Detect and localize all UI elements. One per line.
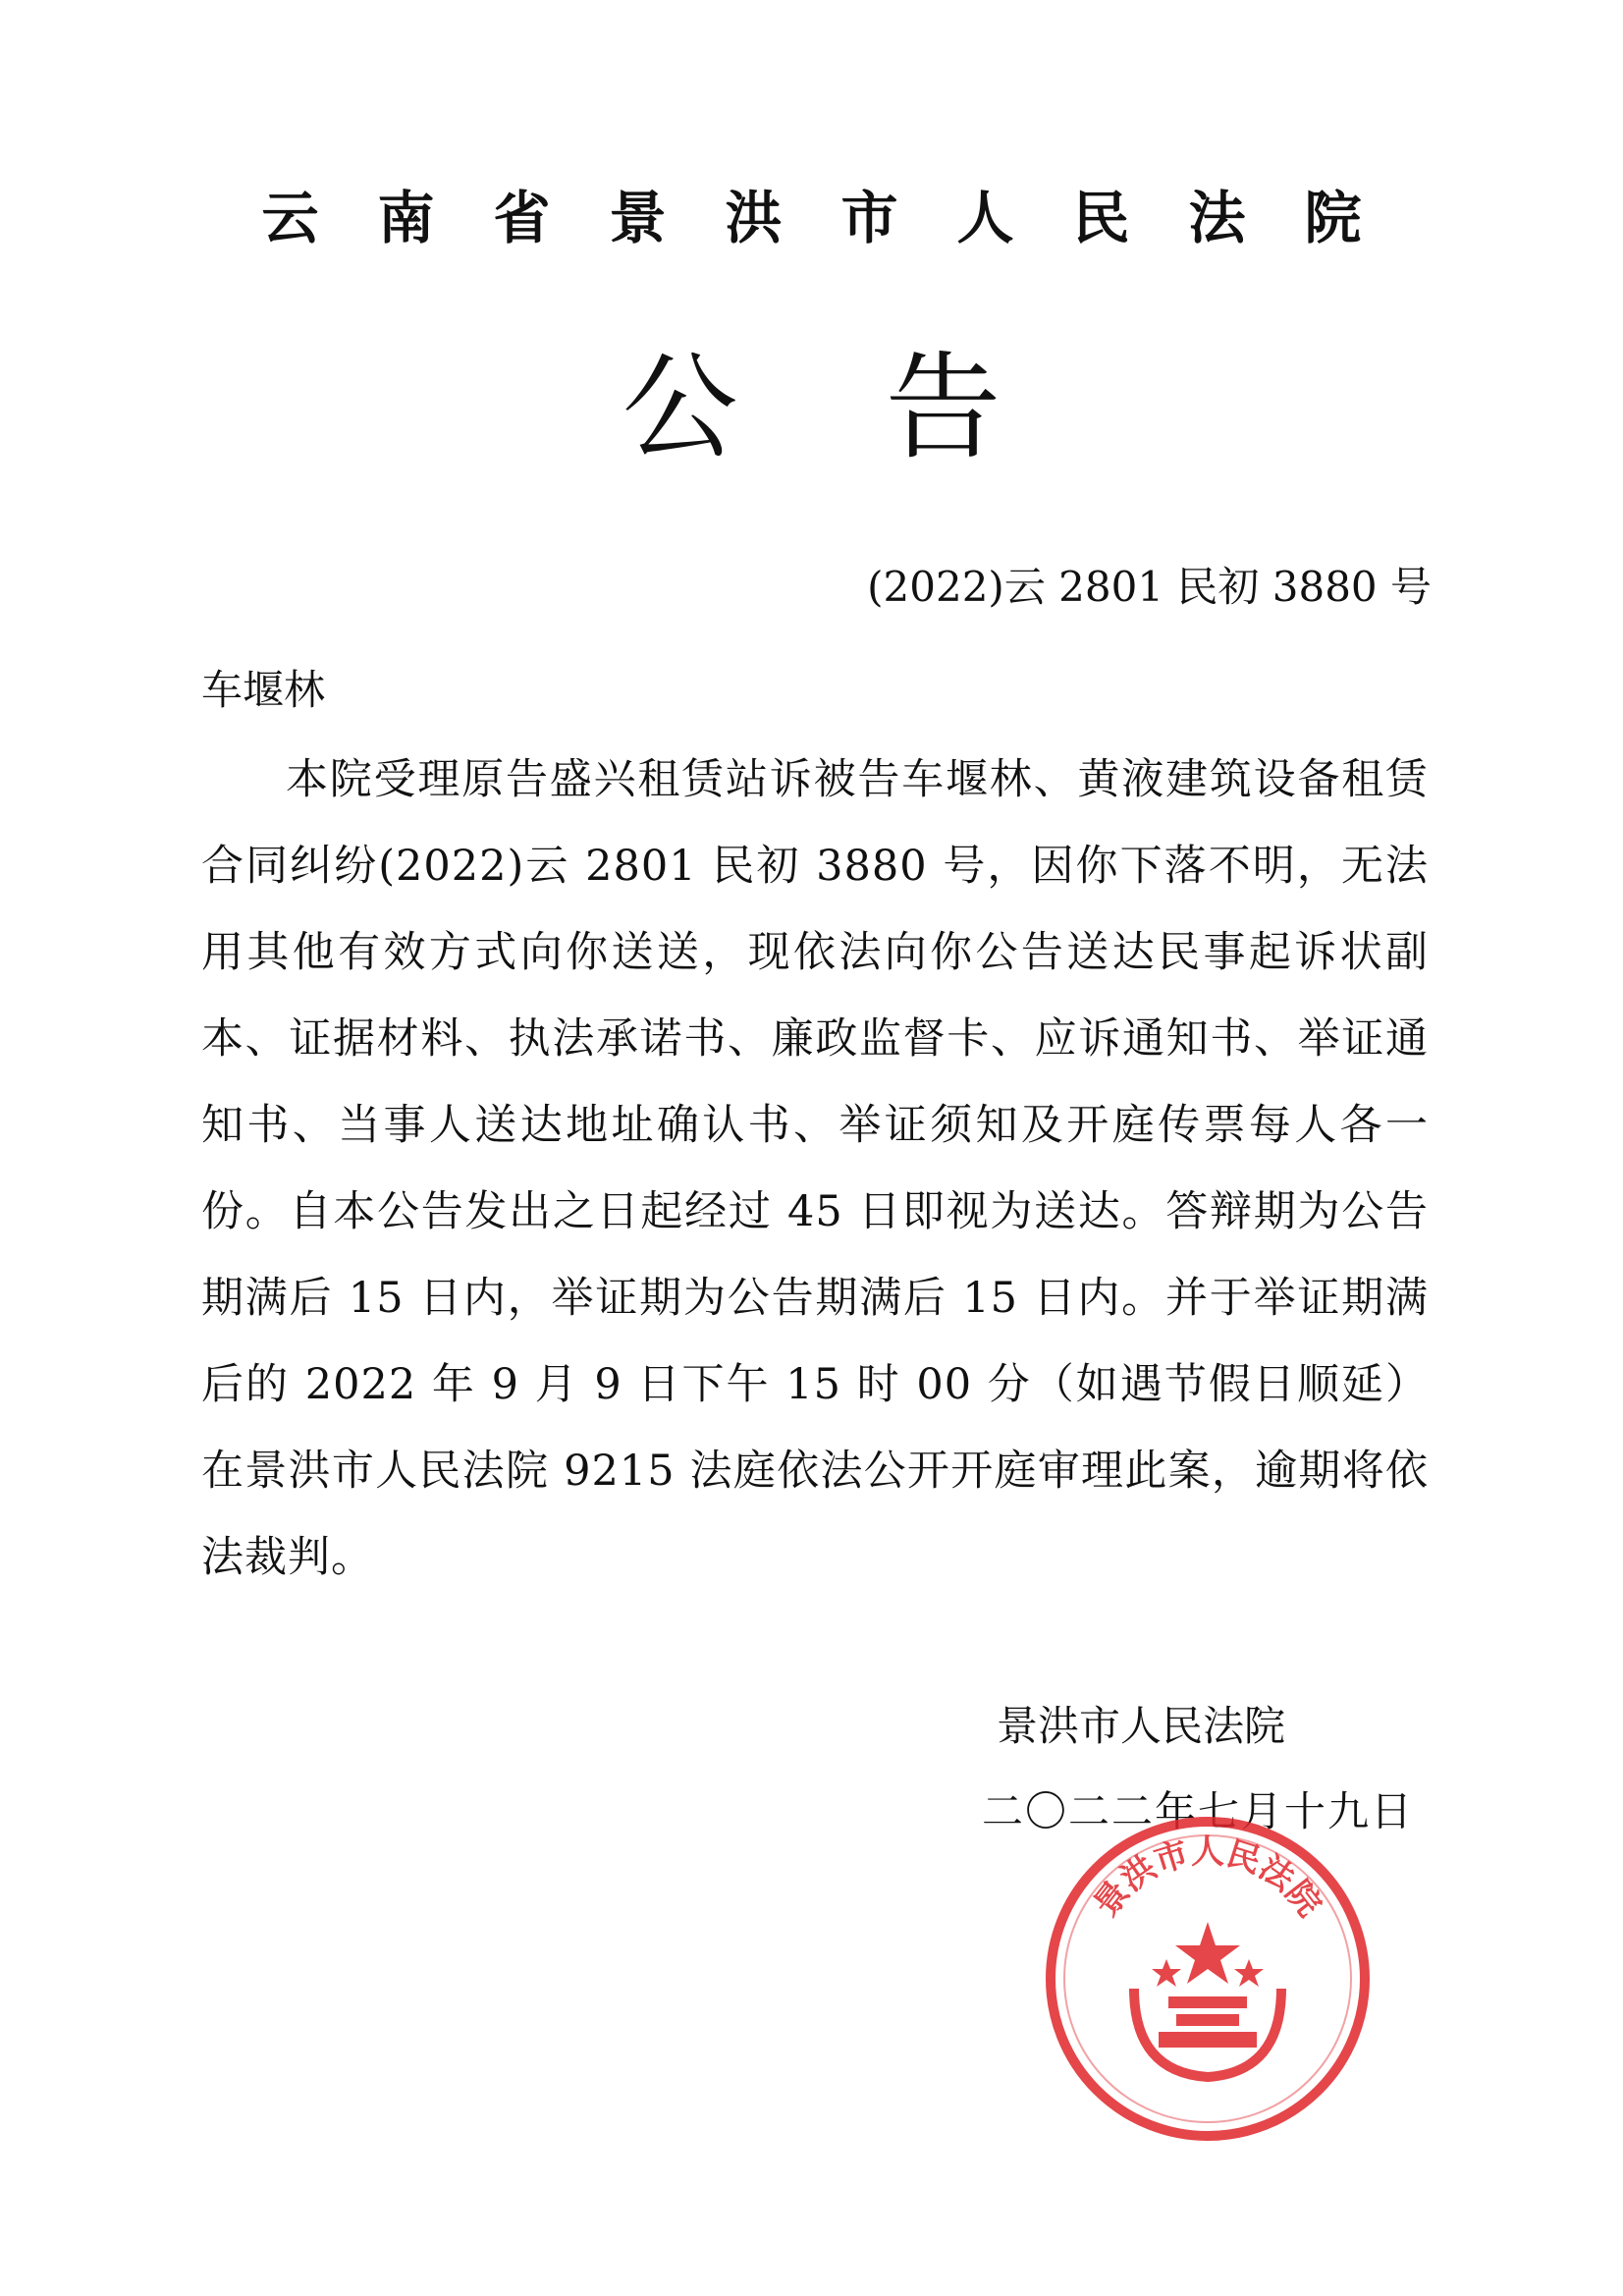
recipient-name: 车堰林: [201, 666, 326, 714]
signature-date: 二〇二二年七月十九日: [982, 1787, 1415, 1835]
court-seal-icon: [1041, 1812, 1375, 2146]
court-name-heading: 云南省景洪市人民法院: [261, 185, 1421, 251]
case-number: (2022)云 2801 民初 3880 号: [867, 563, 1432, 611]
document-title: 公告: [622, 340, 1149, 475]
seal-text: 景洪市人民法院: [1086, 1831, 1329, 1925]
announcement-body: 本院受理原告盛兴租赁站诉被告车堰林、黄液建筑设备租赁合同纠纷(2022)云 2801 民初 3880 号，因你下落不明，无法用其他有效方式向你送送，现依法向你公告送达民事起诉状副本、证据材料、执法承诺书、廉政监督卡、应诉通知书、举证通知书、当事人送达地址确认书、举证须知及开庭传票每人各一份。自本公告发出之日起经过 45 日即视为送达。答辩期为公告期满后 15 日内，举证期为公告期满后 15 日内。并于举证期满后的 2022 年 9 月 9 日下午 15 时 00 分（如遇节假日顺延）在景洪市人民法院 9215 法庭依法公开开庭审理此案，逾期将依法裁判。: [201, 755, 1429, 1582]
signature-court: 景洪市人民法院: [997, 1702, 1286, 1750]
